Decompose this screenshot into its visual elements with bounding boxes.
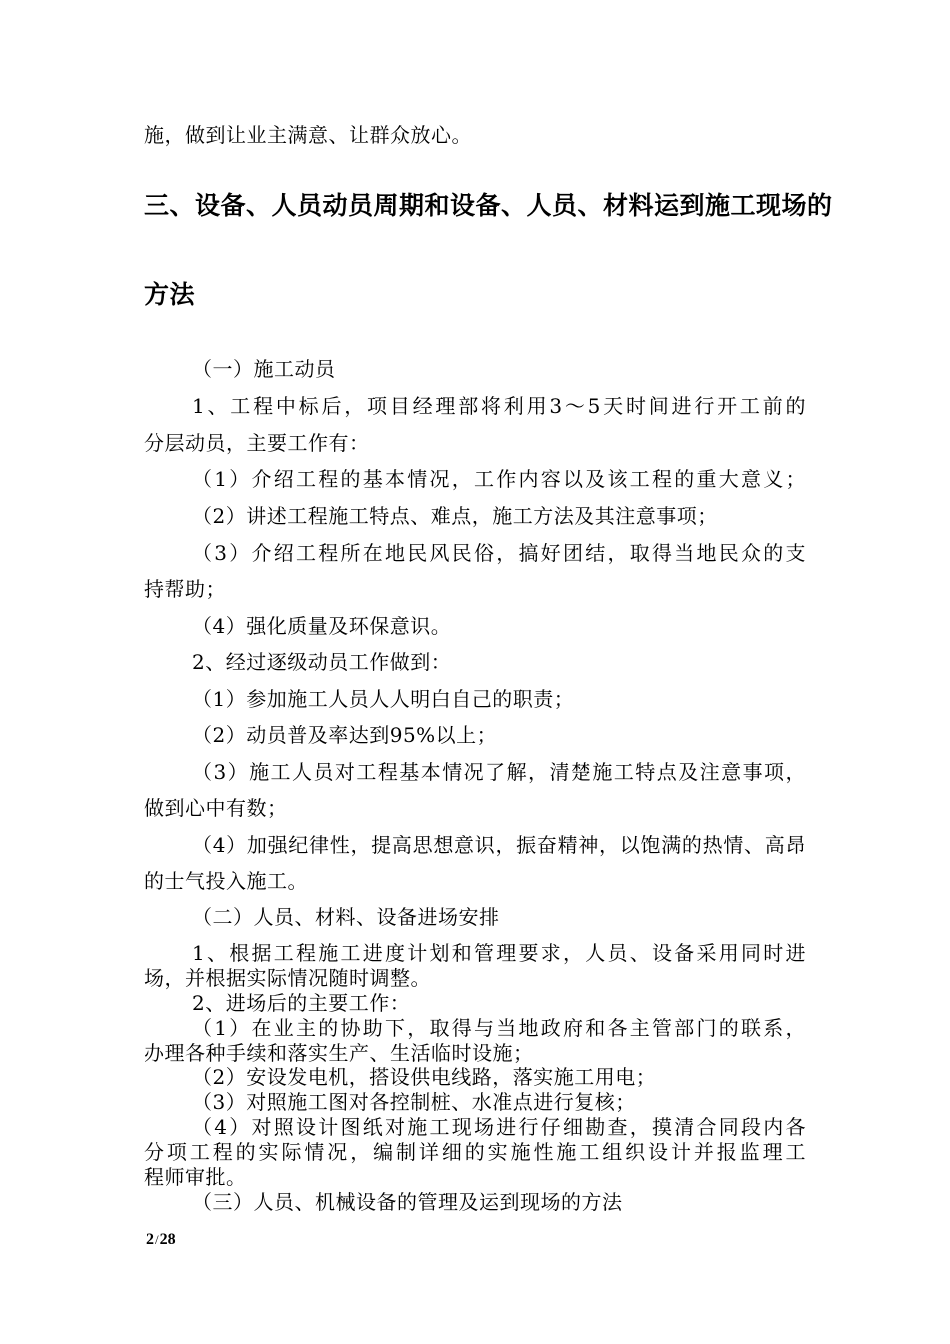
subsection-heading: （一）施工动员 [192,357,336,381]
list-item-continued: 持帮助； [144,577,226,601]
page-number [146,1230,176,1250]
list-item: （3）施工人员对工程基本情况了解，清楚施工特点及注意事项， [192,760,806,784]
paragraph-line: 分层动员，主要工作有： [144,431,370,455]
paragraph-line: 施，做到让业主满意、让群众放心。 [144,123,472,147]
paragraph-line: 1、工程中标后，项目经理部将利用3～5天时间进行开工前的 [192,394,806,418]
list-item: （4）对照设计图纸对施工现场进行仔细勘查，摸清合同段内各 [192,1115,806,1139]
list-item-continued: 程师审批。 [144,1165,247,1189]
page-number-total: 28 [159,1231,176,1248]
list-item: （2）安设发电机，搭设供电线路，落实施工用电； [192,1065,657,1089]
list-item-continued: 的士气投入施工。 [144,869,308,893]
list-item: （3）介绍工程所在地民风民俗，搞好团结，取得当地民众的支 [192,541,806,565]
list-item: （1）参加施工人员人人明白自己的职责； [192,687,575,711]
paragraph-line: 2、经过逐级动员工作做到： [192,650,452,674]
page-number-current: 2 [146,1231,154,1248]
section-heading-continued: 方法 [144,280,196,309]
list-item: （4）强化质量及环保意识。 [192,614,452,638]
subsection-heading: （三）人员、机械设备的管理及运到现场的方法 [192,1190,623,1214]
list-item: （1）介绍工程的基本情况，工作内容以及该工程的重大意义； [192,467,806,491]
list-item-continued: 办理各种手续和落实生产、生活临时设施； [144,1041,534,1065]
list-item-continued: 做到心中有数； [144,796,288,820]
subsection-heading: （二）人员、材料、设备进场安排 [192,905,500,929]
list-item: （3）对照施工图对各控制桩、水准点进行复核； [192,1090,636,1114]
page-number-separator: / [155,1232,159,1247]
list-item: （4）加强纪律性，提高思想意识，振奋精神，以饱满的热情、高昂 [192,833,806,857]
list-item-continued: 分项工程的实际情况，编制详细的实施性施工组织设计并报监理工 [144,1140,806,1164]
list-item: （1）在业主的协助下，取得与当地政府和各主管部门的联系， [192,1016,806,1040]
list-item: （2）动员普及率达到95%以上； [192,723,498,747]
section-heading: 三、设备、人员动员周期和设备、人员、材料运到施工现场的 [144,191,833,220]
paragraph-line: 场，并根据实际情况随时调整。 [144,966,431,990]
paragraph-line: 2、进场后的主要工作： [192,991,411,1015]
paragraph-line: 1、根据工程施工进度计划和管理要求，人员、设备采用同时进 [192,941,806,965]
list-item: （2）讲述工程施工特点、难点，施工方法及其注意事项； [192,504,718,528]
